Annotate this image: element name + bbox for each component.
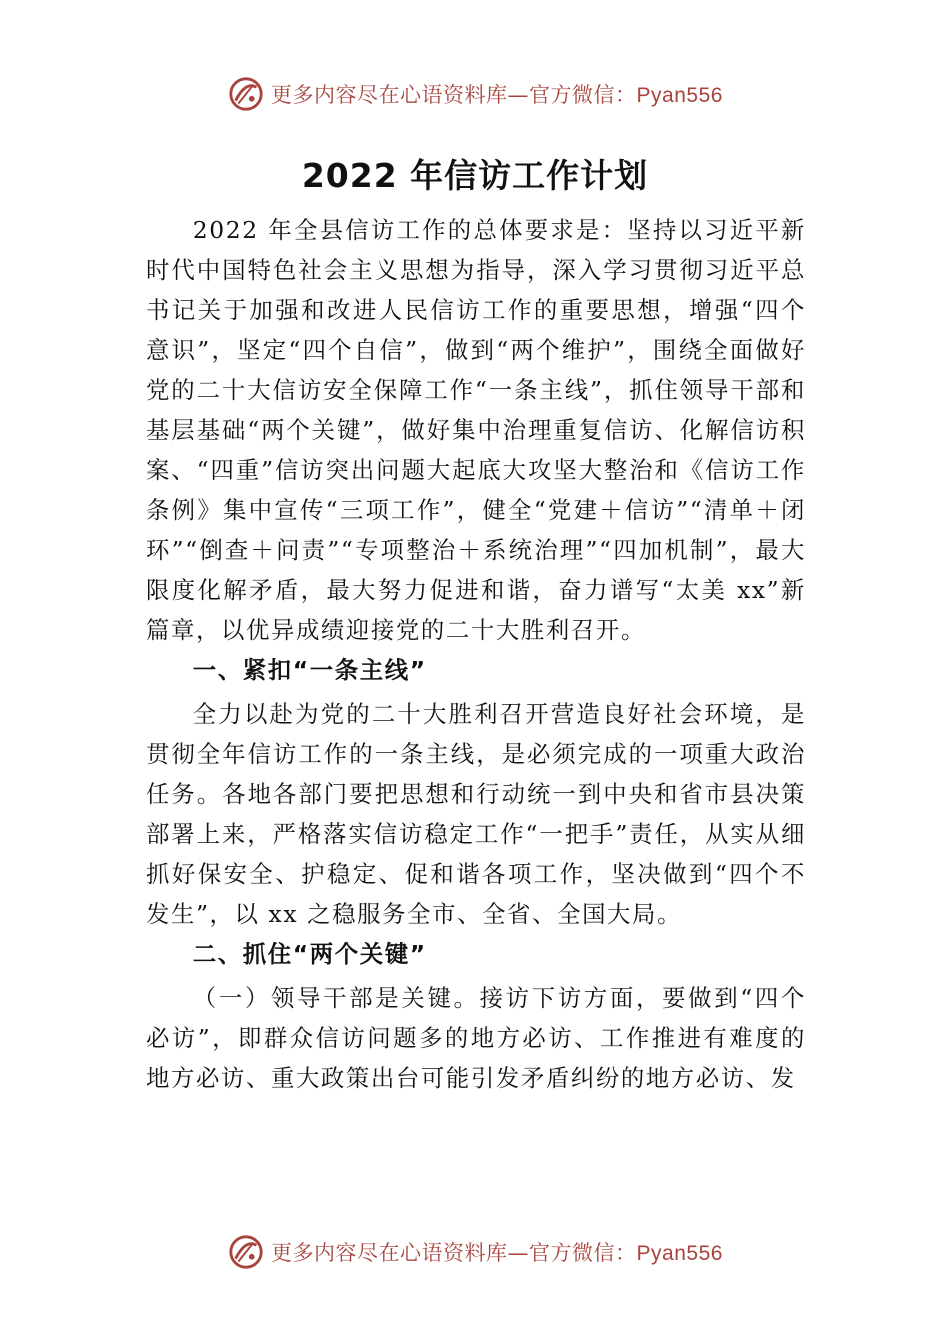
document-title: 2022 年信访工作计划 xyxy=(301,156,649,196)
document-body xyxy=(146,210,806,1098)
section-1-paragraph: 全力以赴为党的二十大胜利召开营造良好社会环境，是贯彻全年信访工作的一条主线，是必须完成的一项重大政治任务。各地各部门要把思想和行动统一到中央和省市县决策部署上来，严格落实信访稳定工作“一把手”责任，从实从细抓好保安全、护稳定、促和谐各项工作，坚决做到“四个不发生”，以 xx 之稳服务全市、全省、全国大局。 xyxy=(146,700,806,928)
logo-seal-icon xyxy=(227,1233,265,1271)
header-watermark xyxy=(0,72,950,116)
footer-watermark xyxy=(0,1230,950,1274)
section-heading-1: 一、紧扣“一条主线” xyxy=(192,656,427,684)
watermark-handle: Pyan556 xyxy=(636,1242,723,1265)
watermark-text: 更多内容尽在心语资料库—官方微信：Pyan556 xyxy=(271,1241,723,1265)
watermark-handle: Pyan556 xyxy=(636,84,723,107)
section-heading-2: 二、抓住“两个关键” xyxy=(192,940,427,968)
section-2-paragraph: （一）领导干部是关键。接访下访方面，要做到“四个必访”，即群众信访问题多的地方必访、工作推进有难度的地方必访、重大政策出台可能引发矛盾纠纷的地方必访、发 xyxy=(146,984,806,1092)
intro-paragraph: 2022 年全县信访工作的总体要求是：坚持以习近平新时代中国特色社会主义思想为指导，深入学习贯彻习近平总书记关于加强和改进人民信访工作的重要思想，增强“四个意识”，坚定“四个自信”，做到“两个维护”，围绕全面做好党的二十大信访安全保障工作“一条主线”，抓住领导干部和基层基础“两个关键”，做好集中治理重复信访、化解信访积案、“四重”信访突出问题大起底大攻坚大整治和《信访工作条例》集中宣传“三项工作”，健全“党建＋信访”“清单＋闭环”“倒查＋问责”“专项整治＋系统治理”“四加机制”，最大限度化解矛盾，最大努力促进和谐，奋力谱写“太美 xx”新篇章，以优异成绩迎接党的二十大胜利召开。 xyxy=(146,216,806,644)
logo-seal-icon xyxy=(227,75,265,113)
watermark-text: 更多内容尽在心语资料库—官方微信：Pyan556 xyxy=(271,83,723,107)
